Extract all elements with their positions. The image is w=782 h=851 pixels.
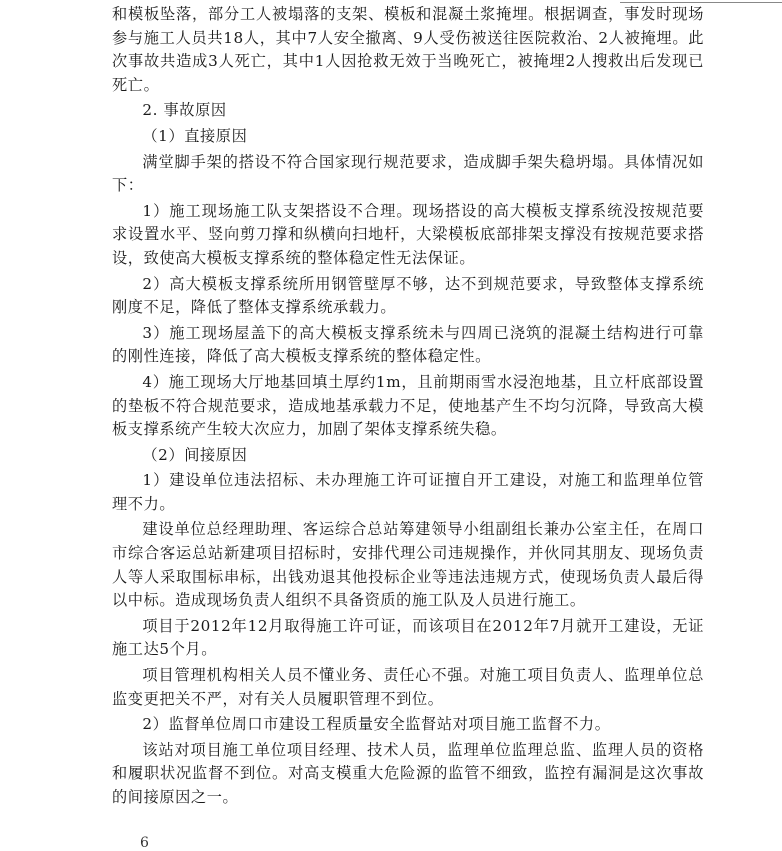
paragraph-supervision-detail: 该站对项目施工单位项目经理、技术人员，监理单位监理总监、监理人员的资格和履职状况监督不到位。对高支模重大危险源的监管不细致，监控有漏洞是这次事故的间接原因之一。 (112, 740, 704, 806)
paragraph-management-detail: 项目管理机构相关人员不懂业务、责任心不强。对施工项目负责人、监理单位总监变更把关不严，对有关人员履职管理不到位。 (112, 666, 704, 708)
paragraph-direct-cause-3: 3）施工现场屋盖下的高大模板支撑系统未与四周已浇筑的混凝土结构进行可靠的刚性连接，降低了高大模板支撑系统的整体稳定性。 (112, 323, 704, 366)
paragraph-direct-cause-1: 1）施工现场施工队支架搭设不合理。现场搭设的高大模板支撑系统没按规范要求设置水平、竖向剪刀撑和纵横向扫地杆，大梁模板底部排架支撑没有按规范要求搭设，致使高大模板支撑系统的整体稳定性无法保证。 (112, 201, 704, 267)
body-text (112, 3, 704, 810)
page-number: 6 (140, 835, 149, 851)
paragraph-indirect-cause-1: 1）建设单位违法招标、未办理施工许可证擅自开工建设，对施工和监理单位管理不力。 (112, 471, 704, 513)
heading-accident-cause: 2. 事故原因 (142, 101, 227, 120)
paragraph-indirect-cause-2: 2）监督单位周口市建设工程质量安全监督站对项目施工监督不力。 (142, 715, 611, 734)
paragraph-direct-cause-intro: 满堂脚手架的搭设不符合国家现行规范要求，造成脚手架失稳坍塌。具体情况如下： (112, 152, 704, 195)
paragraph-direct-cause-2: 2）高大模板支撑系统所用钢管壁厚不够，达不到规范要求，导致整体支撑系统刚度不足，降低了整体支撑系统承载力。 (112, 274, 704, 317)
paragraph-direct-cause-4: 4）施工现场大厅地基回填土厚约1m，且前期雨雪水浸泡地基，且立杆底部设置的垫板不符合规范要求，造成地基承载力不足，使地基产生不均匀沉降，导致高大模板支撑系统产生较大次应力，加剧了架体支撑系统失稳。 (112, 372, 704, 439)
heading-indirect-cause: （2）间接原因 (142, 445, 248, 464)
paragraph-bidding-detail: 建设单位总经理助理、客运综合总站筹建领导小组副组长兼办公室主任，在周口市综合客运总站新建项目招标时，安排代理公司违规操作，并伙同其朋友、现场负责人等人采取围标串标，出钱劝退其他投标企业等违法违规方式，使现场负责人最后得以中标。造成现场负责人组织不具备资质的施工队及人员进行施工。 (112, 520, 704, 610)
heading-direct-cause: （1）直接原因 (142, 126, 248, 145)
paragraph-accident-summary: 和模板坠落，部分工人被塌落的支架、模板和混凝土浆掩埋。根据调查，事发时现场参与施工人员共18人，其中7人安全撤离、9人受伤被送往医院救治、2人被掩埋。此次事故共造成3人死亡，其中1人因抢救无效于当晚死亡，被掩埋2人搜救出后发现已死亡。 (112, 5, 704, 94)
paragraph-permit-detail: 项目于2012年12月取得施工许可证，而该项目在2012年7月就开工建设，无证施工达5个月。 (112, 616, 704, 659)
